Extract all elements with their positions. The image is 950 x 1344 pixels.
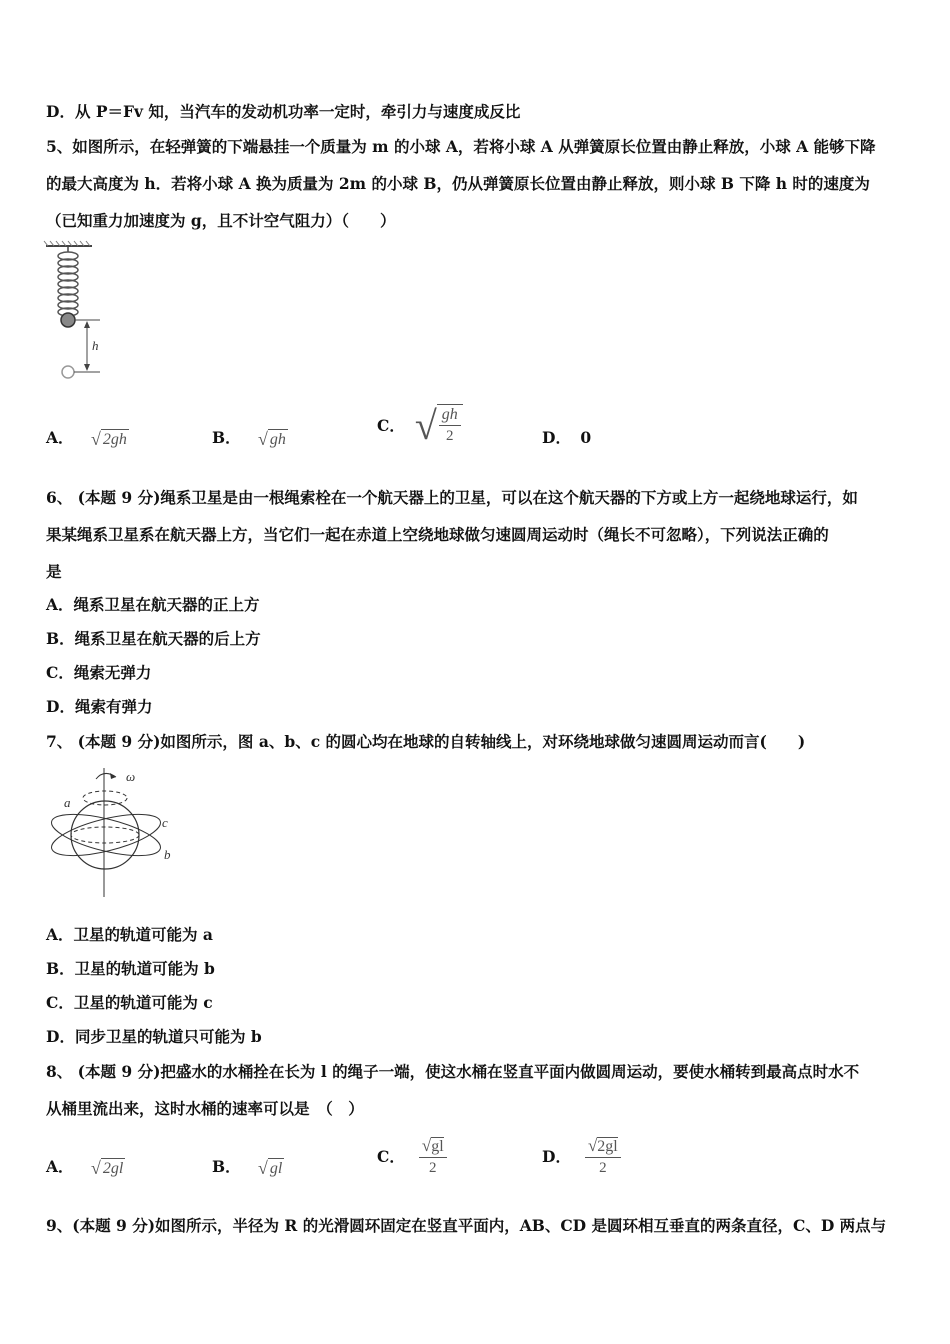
- q8-option-b: [212, 1157, 284, 1179]
- q8-option-b-label: B．: [212, 1157, 241, 1176]
- q8-option-d-expr: $\frac{√2gl}{2}$: [585, 1136, 621, 1178]
- q8-option-c-expr: $\frac{√gl}{2}$: [419, 1136, 447, 1178]
- q7-option-b: B．卫星的轨道可能为 b: [46, 959, 215, 978]
- q7-fig-label-a: a: [64, 795, 71, 810]
- q8-option-d-denominator: 2: [599, 1160, 607, 1176]
- q8-option-d: [542, 1136, 621, 1178]
- q8-stem-line1: 8、 (本题 9 分)把盛水的水桶拴在长为 l 的绳子一端，使这水桶在竖直平面内做圆周运动，要使水桶转到最高点时水不: [46, 1062, 860, 1081]
- q7-stem-line1: 7、 (本题 9 分)如图所示，图 a、b、c 的圆心均在地球的自转轴线上，对环绕地球做匀速圆周运动而言( ): [46, 732, 806, 751]
- q5-option-a-expr: √ 2gh: [90, 428, 127, 449]
- q8-option-a-label: A．: [46, 1157, 74, 1176]
- q8-option-b-radicand: gl: [269, 1159, 283, 1177]
- q5-stem-line2: 的最大高度为 h．若将小球 A 换为质量为 2m 的小球 B，仍从弹簧原长位置由静止释放，则小球 B 下降 h 时的速度为: [46, 174, 870, 193]
- q5-option-d-label: D．: [542, 428, 571, 447]
- q5-option-a: [46, 428, 129, 450]
- q6-stem-line3: 是: [46, 562, 62, 581]
- q6-option-d: D．绳索有弹力: [46, 697, 153, 716]
- q7-fig-label-b: b: [164, 847, 171, 862]
- q5-option-b-label: B．: [212, 428, 241, 447]
- q5-option-b-expr: √ gh: [258, 428, 286, 449]
- q8-option-c: [377, 1136, 447, 1178]
- q6-option-c: C．绳索无弹力: [46, 663, 152, 682]
- q5-spring-figure: [40, 240, 120, 385]
- q5-option-b: [212, 428, 288, 450]
- q5-option-c: [377, 404, 463, 448]
- q5-option-b-radicand: gh: [269, 430, 286, 448]
- q8-option-d-radicand: 2gl: [597, 1138, 618, 1155]
- q7-option-d: D．同步卫星的轨道只可能为 b: [46, 1027, 262, 1046]
- q5-option-d: [542, 428, 591, 448]
- q6-stem-line1: 6、 (本题 9 分)绳系卫星是由一根绳索栓在一个航天器上的卫星，可以在这个航天器的下方或上方一起绕地球运行，如: [46, 488, 858, 507]
- q9-stem-line1: 9、(本题 9 分)如图所示，半径为 R 的光滑圆环固定在竖直平面内，AB、CD 是圆环相互垂直的两条直径，C、D 两点与: [46, 1216, 887, 1235]
- q8-option-b-expr: √ gl: [258, 1157, 283, 1178]
- q5-option-c-expr: √ $\frac{gh}{2}$: [415, 404, 463, 448]
- q8-option-d-label: D．: [542, 1147, 571, 1166]
- q5-option-c-label: C．: [377, 416, 405, 435]
- q8-option-c-denominator: 2: [428, 1160, 437, 1176]
- q8-option-a: [46, 1157, 125, 1179]
- q5-option-a-radicand: 2gh: [102, 430, 127, 448]
- q8-option-c-label: C．: [377, 1147, 405, 1166]
- q5-option-a-label: A．: [46, 428, 74, 447]
- q7-option-c: C．卫星的轨道可能为 c: [46, 993, 213, 1012]
- q7-option-a: A．卫星的轨道可能为 a: [46, 925, 213, 944]
- q6-stem-line2: 果某绳系卫星系在航天器上方，当它们一起在赤道上空绕地球做匀速圆周运动时（绳长不可忽略），下列说法正确的: [46, 525, 829, 544]
- q8-option-a-radicand: 2gl: [102, 1159, 124, 1177]
- q8-option-a-expr: √ 2gl: [90, 1157, 124, 1178]
- q5-option-c-numerator: gh: [439, 405, 461, 426]
- q5-stem-line3: （已知重力加速度为 g，且不计空气阻力）（ ）: [46, 211, 396, 230]
- q5-option-c-denominator: 2: [446, 428, 454, 444]
- q7-orbit-figure: [44, 765, 184, 900]
- q8-option-c-radicand: gl: [431, 1138, 444, 1155]
- q6-option-b: B．绳系卫星在航天器的后上方: [46, 629, 261, 648]
- q7-fig-label-omega: ω: [126, 769, 136, 784]
- q5-option-d-value: 0: [580, 428, 592, 447]
- q6-option-a: A．绳系卫星在航天器的正上方: [46, 595, 260, 614]
- q8-stem-line2: 从桶里流出来，这时水桶的速率可以是 （ ）: [46, 1099, 364, 1118]
- q4-option-d: D．从 P＝Fv 知，当汽车的发动机功率一定时，牵引力与速度成反比: [46, 102, 521, 121]
- q5-stem-line1: 5、如图所示，在轻弹簧的下端悬挂一个质量为 m 的小球 A，若将小球 A 从弹簧原长位置由静止释放，小球 A 能够下降: [46, 137, 876, 156]
- q5-fig-label-h: h: [92, 338, 99, 353]
- q7-fig-label-c: c: [162, 815, 168, 830]
